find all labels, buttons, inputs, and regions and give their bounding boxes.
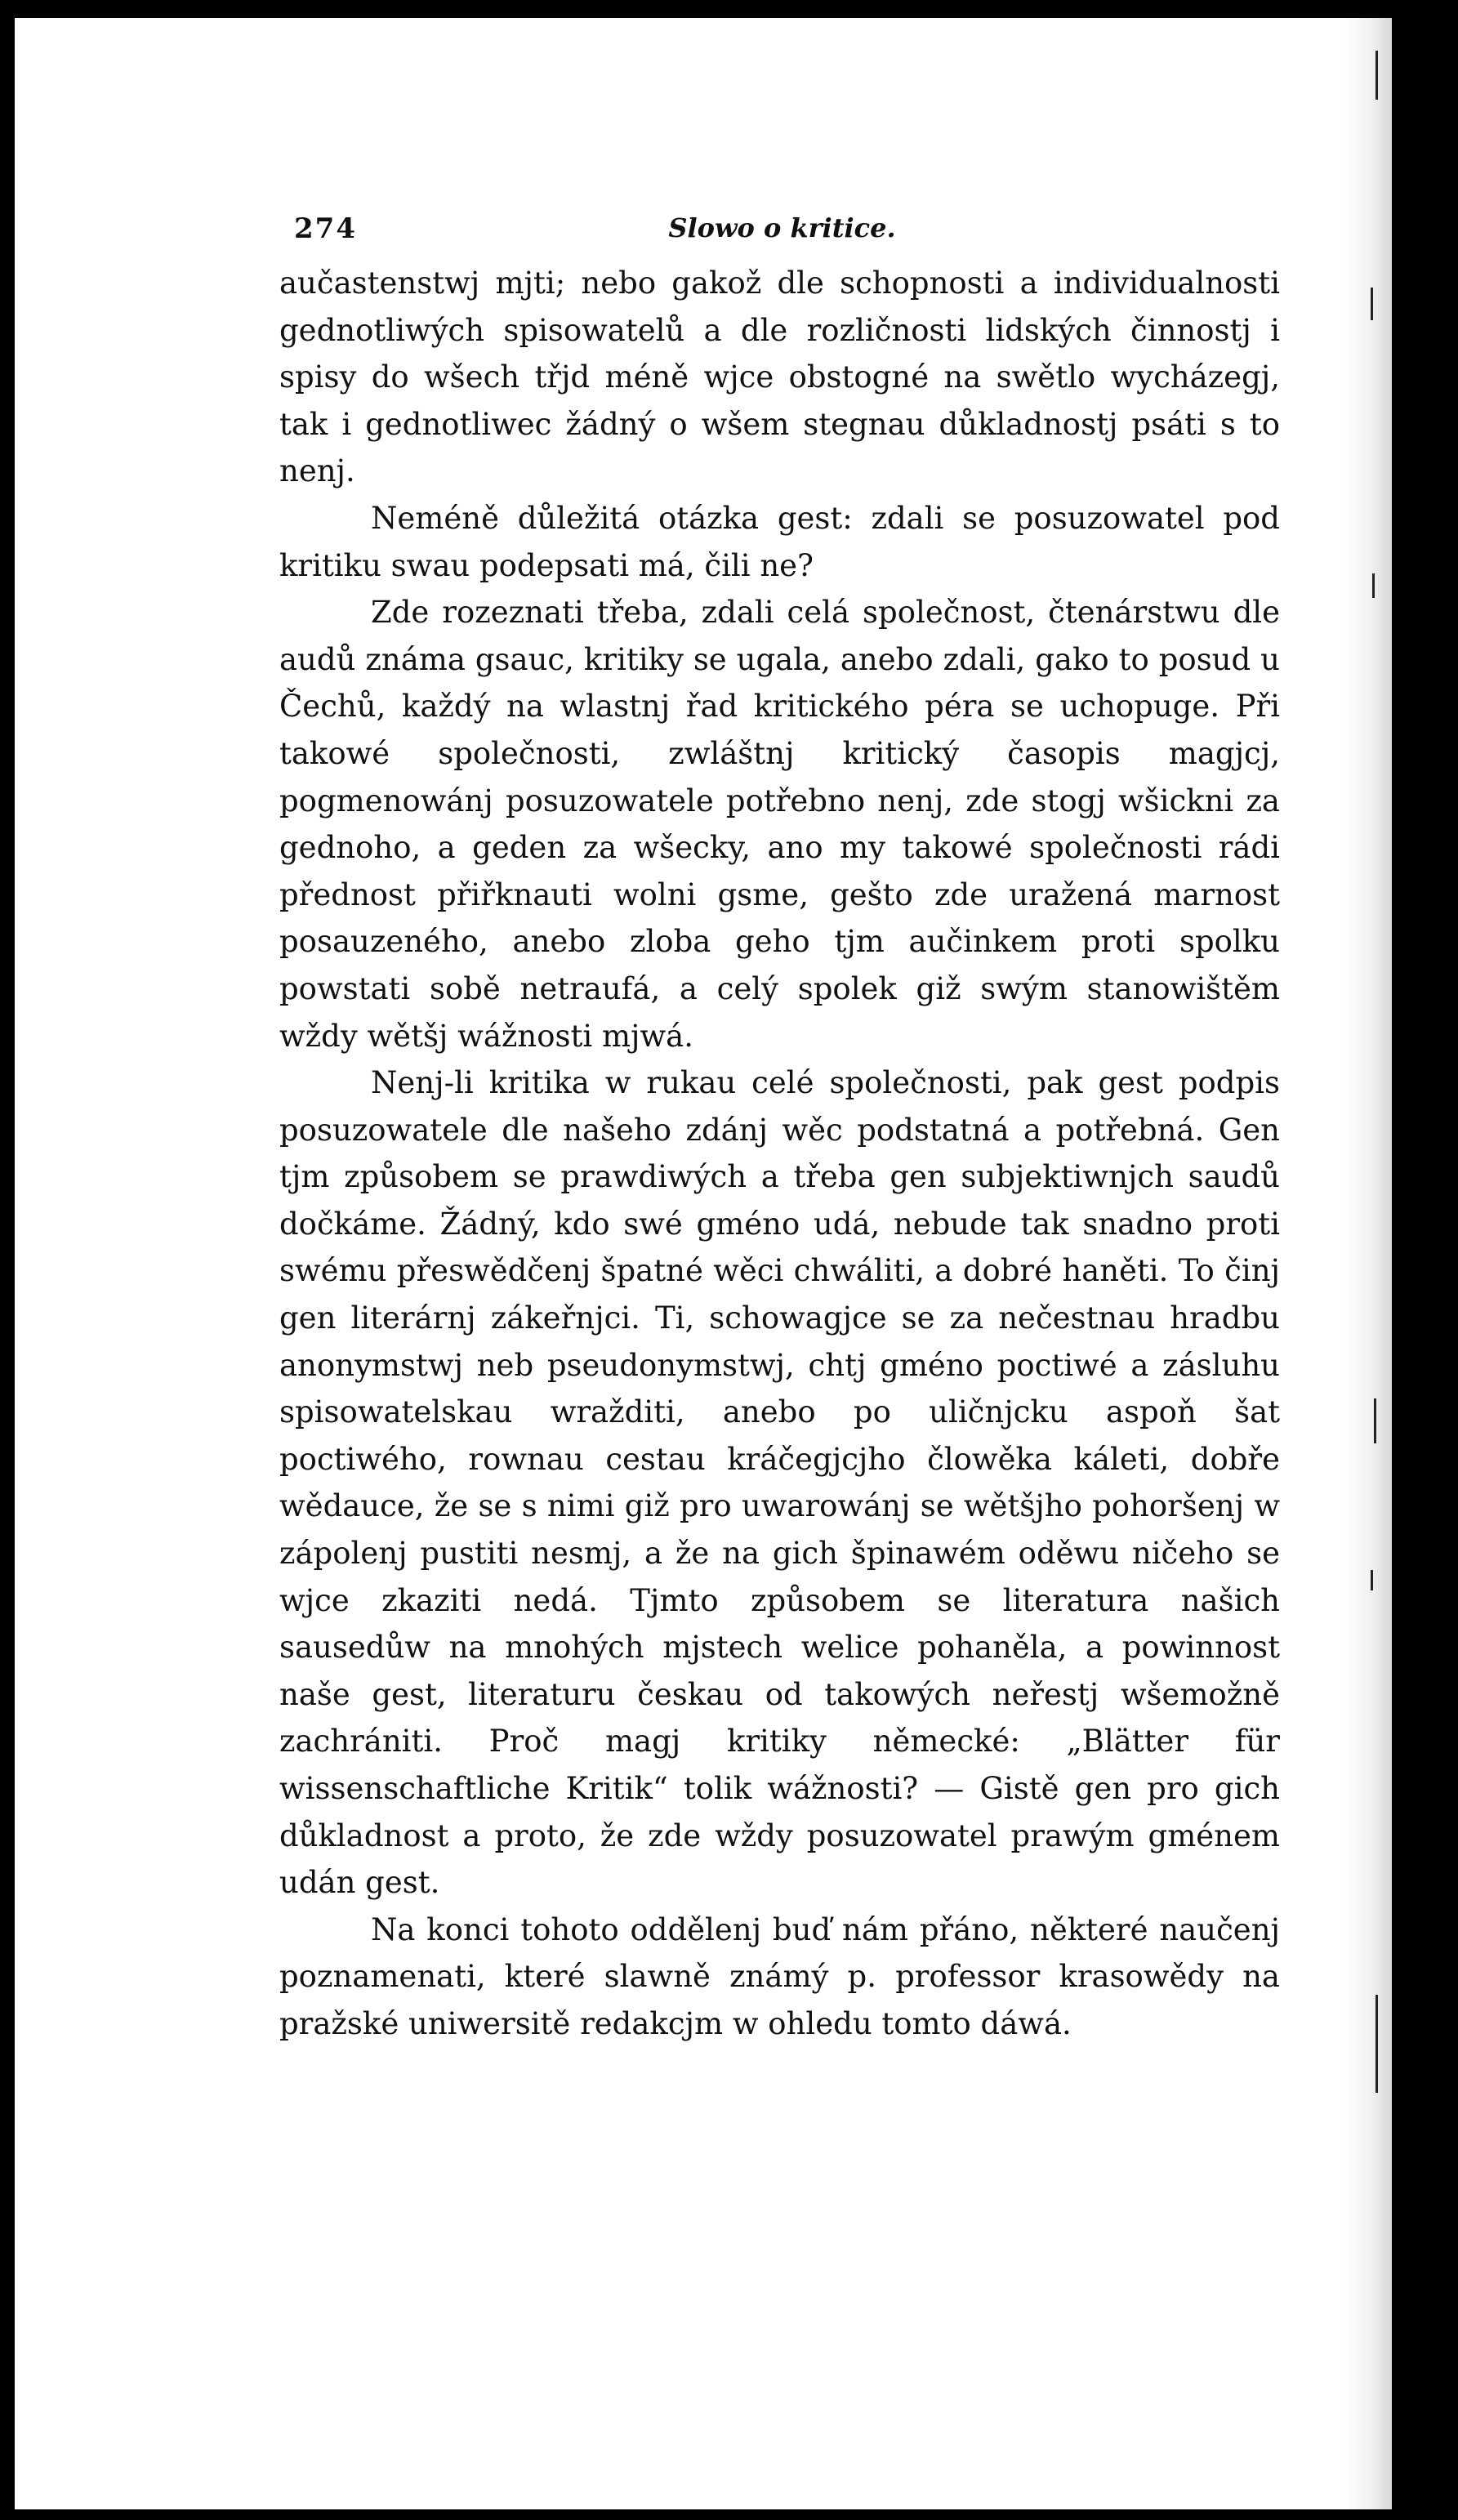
page-number: 274 [294,212,357,245]
paragraph: Zde rozeznati třeba, zdali celá společnost, čtenárstwu dle audů známa gsauc, kritiky se ugala, anebo zdali, gako to posud u Čechů, každý na wlastnj řad kritického péra se uchopuge. Při takowé společnosti, zwláštnj kritický časopis magjcj, pogmenowánj posuzowatele potřebno nenj, zde stogj wšickni za gednoho, a geden za wšecky, ano my takowé společnosti rádi přednost přiřknauti wolni gsme, gešto zde uražená marnost posauzeného, anebo zloba geho tjm aučinkem proti spolku powstati sobě netraufá, a celý spolek giž swým stanowištěm wždy wětšj wážnosti mjwá. [279,595,1280,1054]
paragraph: Na konci tohoto oddělenj buď nám přáno, některé naučenj poznamenati, které slawně známý p. professor krasowědy na pražské uniwersitě redakcjm w ohledu tomto dáwá. [279,1911,1280,2041]
paragraph: Neméně důležitá otázka gest: zdali se posuzowatel pod kritiku swau podepsati má, čili ne? [279,500,1280,583]
binding-shadow [1343,18,1392,2509]
running-title: Slowo o kritice. [668,212,896,243]
page-header [270,212,1295,261]
paragraph: Nenj-li kritika w rukau celé společnosti, pak gest podpis posuzowatele dle našeho zdánj wěc podstatná a potřebná. Gen tjm způsobem se prawdiwých a třeba gen subjektiwnjch saudů dočkáme. Žádný, kdo swé gméno udá, nebude tak snadno proti swému přeswědčenj špatné wěci chwáliti, a dobré haněti. To činj gen literárnj zákeřnjci. Ti, schowagjce se za nečestnau hradbu anonymstwj neb pseudonymstwj, chtj gméno poctiwé a zásluhu spisowatelskau wražditi, anebo po uličnjcku aspoň šat poctiwého, rownau cestau kráčegjcjho člowěka káleti, dobře wědauce, že se s nimi giž pro uwarowánj se wětšjho pohoršenj w zápolenj pustiti nesmj, a že na gich špinawém oděwu ničeho se wjce zkaziti nedá. Tjmto způsobem se literatura našich sausedůw na mnohých mjstech welice pohaněla, a powinnost naše gest, literaturu českau od takowých neřestj wšemožně zachrániti. Proč magj kritiky německé: „Blätter für wissenschaftliche Kritik“ tolik wážnosti? — Gistě gen pro gich důkladnost a proto, že zde wždy posuzowatel prawým gménem udán gest. [279,1065,1280,1901]
paragraph-continued: aučastenstwj mjti; nebo gakož dle schopnosti a individualnosti gednotliwých spisowatelů a dle rozličnosti lidských činnostj i spisy do wšech třjd méně wjce obstogné na swětlo wycházegj, tak i gednotliwec žádný o wšem stegnau důkladnostj psáti s to nenj. [279,265,1280,489]
body-text [279,260,1280,2048]
